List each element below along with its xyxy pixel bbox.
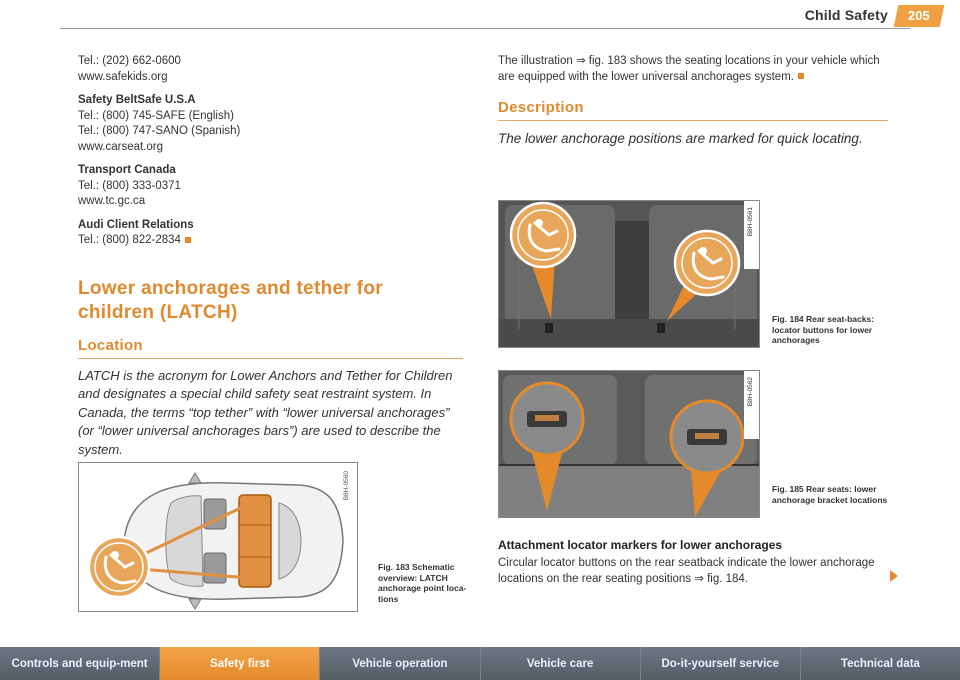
figure-185-caption: Fig. 185 Rear seats: lower anchorage bracket locations [772, 484, 888, 505]
end-mark-icon [798, 73, 804, 79]
figure-183 [78, 462, 358, 612]
anchorage-bracket-illustration [499, 371, 760, 518]
nav-tab-vehicle-care[interactable]: Vehicle care [481, 647, 641, 680]
header-rule [60, 28, 910, 29]
page-number: 205 [894, 5, 945, 27]
continue-arrow-icon [890, 570, 898, 582]
right-column [498, 54, 888, 148]
nav-tab-vehicle-operation[interactable]: Vehicle operation [320, 647, 480, 680]
end-mark-icon [185, 237, 191, 243]
car-schematic-illustration [79, 463, 358, 612]
left-column [78, 54, 463, 459]
figure-184 [498, 200, 760, 348]
location-intro: LATCH is the acronym for Lower Anchors and Tether for Children and designates a special child safety seat restraint system. In Canada, the terms “top tether” with “lower universal anchorages” (or “lower universal anchorages bars”) are used to describe the system. [78, 367, 453, 457]
contact-line: Tel.: (202) 662-0600 [78, 55, 181, 67]
figure-code: B8H-0560 [343, 471, 350, 501]
attachment-heading: Attachment locator markers for lower anchorages [498, 538, 783, 552]
right-intro: The illustration ⇒ fig. 183 shows the seating locations in your vehicle which are equipped with the lower universal anchorages system. [498, 55, 880, 83]
contact-link[interactable]: www.safekids.org [78, 70, 168, 83]
figure-183-caption: Fig. 183 Schematic overview: LATCH anchorage point loca-tions [378, 562, 467, 604]
attachment-text: Circular locator buttons on the rear seatback indicate the lower anchorage locations on the rear seating positions ⇒ fig. 184. [498, 557, 875, 585]
contact-line: Tel.: (800) 333-0371 [78, 179, 181, 192]
contact-org: Audi Client Relations [78, 218, 194, 231]
contact-org: Safety BeltSafe U.S.A [78, 94, 196, 106]
contact-link[interactable]: www.carseat.org [78, 140, 164, 153]
contact-list [78, 54, 463, 249]
figure-185 [498, 370, 760, 518]
nav-tab-safety-first[interactable]: Safety first [160, 647, 320, 680]
nav-tab-controls[interactable]: Controls and equip-ment [0, 647, 160, 680]
figure-code: B8H-0561 [747, 207, 754, 237]
contact-line: Tel.: (800) 745-SAFE (English) [78, 109, 234, 122]
figure-184-caption: Fig. 184 Rear seat-backs: locator buttons for lower anchorages [772, 314, 875, 345]
contact-line: Tel.: (800) 747-SANO (Spanish) [78, 125, 241, 137]
main-heading: Lower anchorages and tether for children (LATCH) [78, 277, 383, 323]
contact-org: Transport Canada [78, 164, 176, 176]
nav-tab-technical-data[interactable]: Technical data [801, 647, 960, 680]
description-heading: Description [498, 99, 888, 121]
contact-link[interactable]: www.tc.gc.ca [78, 195, 146, 207]
description-intro: The lower anchorage positions are marked for quick locating. [498, 131, 863, 146]
section-nav [0, 647, 960, 680]
contact-line: Tel.: (800) 822-2834 [78, 233, 463, 249]
seatback-locator-illustration [499, 201, 760, 348]
nav-tab-diy-service[interactable]: Do-it-yourself service [641, 647, 801, 680]
figure-code: B8H-0562 [747, 377, 754, 407]
location-heading: Location [78, 337, 463, 359]
section-title: Child Safety [804, 7, 888, 23]
